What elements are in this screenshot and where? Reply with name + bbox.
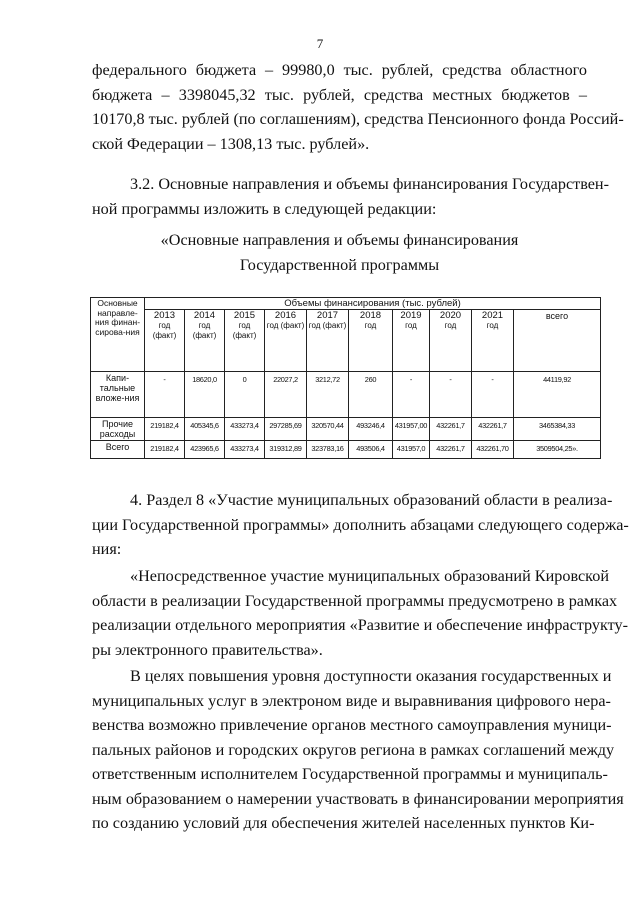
paragraph-section-4: [92, 488, 629, 562]
table-cell: 432261,70: [472, 441, 514, 459]
table-cell: 320570,44: [307, 418, 349, 441]
table-cell: -: [430, 372, 472, 418]
year-header-row: [91, 310, 601, 372]
text-line: 10170,8 тыс. рублей (по соглашениям), средства Пенсионного фонда Россий-: [92, 110, 624, 128]
table-cell: 219182,4: [145, 418, 185, 441]
table-cell: 493246,4: [349, 418, 393, 441]
table-row: [91, 418, 601, 441]
title-line: «Основные направления и объемы финансирования: [160, 231, 519, 249]
table-cell: 423965,6: [185, 441, 225, 459]
text-line: «Непосредственное участие муниципальных образований Кировской: [130, 567, 609, 585]
table-cell: -: [393, 372, 430, 418]
table-cell: 44119,92: [514, 372, 601, 418]
table-cell: 432261,7: [472, 418, 514, 441]
row-label: Прочие расходы: [91, 418, 145, 441]
table-cell: 432261,7: [430, 441, 472, 459]
text-line: В целях повышения уровня доступности оказания государственных и: [130, 667, 612, 685]
table-cell: -: [472, 372, 514, 418]
table-cell: 219182,4: [145, 441, 185, 459]
table-title: [92, 228, 587, 277]
table-cell: 323783,16: [307, 441, 349, 459]
text-line: ской Федерации – 1308,13 тыс. рублей».: [92, 134, 370, 153]
text-line: ной программы изложить в следующей редакции:: [92, 199, 437, 218]
table-row: [91, 372, 601, 418]
table-cell: 0: [225, 372, 265, 418]
paragraph-accessibility: [92, 664, 624, 836]
table-cell: 18620,0: [185, 372, 225, 418]
row-label: Всего: [91, 441, 145, 459]
table-cell: 431957,00: [393, 418, 430, 441]
text-line: венства возможно привлечение органов местного самоуправления муници-: [92, 716, 612, 734]
table-cell: 431957,0: [393, 441, 430, 459]
financing-table: [90, 297, 601, 459]
table-cell: 319312,89: [265, 441, 307, 459]
table-cell: 433273,4: [225, 441, 265, 459]
text-line: бюджета – 3398045,32 тыс. рублей, средства местных бюджетов –: [92, 85, 587, 104]
year-header: 2017 год (факт): [307, 310, 349, 372]
group-header: Объемы финансирования (тыс. рублей): [145, 298, 601, 310]
text-line: по созданию условий для обеспечения жителей населенных пунктов Ки-: [92, 814, 595, 832]
table-cell: 433273,4: [225, 418, 265, 441]
table-cell: 3212,72: [307, 372, 349, 418]
table-cell: 260: [349, 372, 393, 418]
text-line: федерального бюджета – 99980,0 тыс. рублей, средства областного: [92, 61, 587, 79]
year-header: 2018 год: [349, 310, 393, 372]
year-header: 2019 год: [393, 310, 430, 372]
table-cell: 3465384,33: [514, 418, 601, 441]
title-line: Государственной программы: [239, 255, 440, 274]
year-header: 2014 год (факт): [185, 310, 225, 372]
text-line: ответственным исполнителем Государственной программы и муниципаль-: [92, 765, 608, 783]
table-cell: 493506,4: [349, 441, 393, 459]
text-line: ции Государственной программы» дополнить абзацами следующего содержа-: [92, 515, 629, 534]
year-header: 2020 год: [430, 310, 472, 372]
text-line: муниципальных услуг в электроном виде и выравнивания цифрового нера-: [92, 691, 611, 710]
table-cell: 22027,2: [265, 372, 307, 418]
text-line: 4. Раздел 8 «Участие муниципальных образований области в реализа-: [130, 491, 613, 509]
row-label: Капи-тальные вложе-ния: [91, 372, 145, 418]
page-number: 7: [316, 36, 324, 51]
year-header: 2021 год: [472, 310, 514, 372]
year-header: 2013 год (факт): [145, 310, 185, 372]
total-header: всего: [514, 310, 601, 372]
table-cell: 3509504,25».: [514, 441, 601, 459]
paragraph-funding-sources: [92, 58, 624, 156]
table-row: [91, 441, 601, 459]
text-line: реализации отдельного мероприятия «Развитие и обеспечение инфраструкту-: [92, 616, 629, 634]
year-header: 2015 год (факт): [225, 310, 265, 372]
text-line: 3.2. Основные направления и объемы финансирования Государствен-: [130, 175, 609, 193]
paragraph-participation: [92, 564, 629, 662]
text-line: пальных районов и городских округов региона в рамках соглашений между: [92, 740, 615, 759]
corner-header: Основные направле-ния финан-сирова-ния: [91, 298, 145, 372]
paragraph-3-2: [92, 172, 609, 221]
text-line: области в реализации Государственной программы предусмотрено в рамках: [92, 591, 618, 610]
year-header: 2016 год (факт): [265, 310, 307, 372]
text-line: ным образованием о намерении участвовать в финансировании мероприятия: [92, 789, 624, 808]
table-header-row: [91, 298, 601, 310]
table-cell: -: [145, 372, 185, 418]
text-line: ры электронного правительства».: [92, 640, 323, 659]
text-line: ния:: [92, 540, 122, 558]
table-cell: 432261,7: [430, 418, 472, 441]
table-cell: 297285,69: [265, 418, 307, 441]
table-cell: 405345,6: [185, 418, 225, 441]
